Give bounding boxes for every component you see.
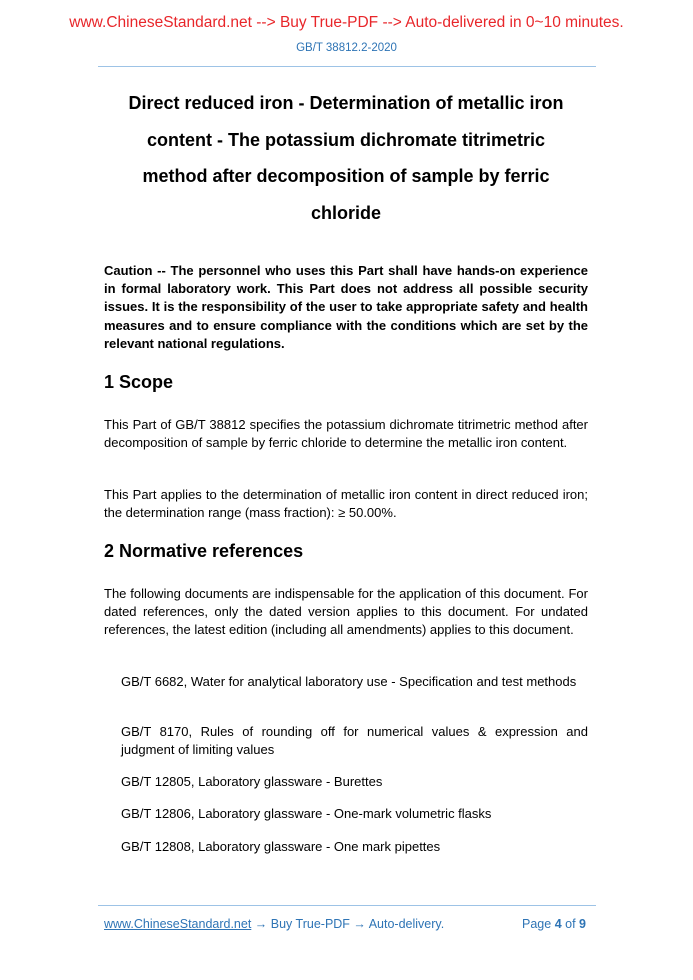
caution-paragraph: Caution -- The personnel who uses this Part shall have hands-on experience in formal laboratory work. This Part does not address all possible security issues. It is the responsibility of the user to take appropriate safety and health measures and to ensure compliance with the conditions which are set by the relevant national regulations.: [104, 263, 588, 351]
title-line-2: content - The potassium dichromate titrimetric: [146, 129, 546, 150]
footer: [104, 917, 586, 931]
banner-link[interactable]: www.ChineseStandard.net --> Buy True-PDF --> Auto-delivered in 0~10 minutes.: [69, 14, 624, 31]
page-of: of: [565, 917, 576, 931]
header-divider: [98, 66, 596, 67]
standard-code: GB/T 38812.2-2020: [296, 42, 397, 54]
page-label: Page: [522, 917, 552, 931]
reference-item: GB/T 12806, Laboratory glassware - One-mark volumetric flasks: [121, 806, 492, 821]
page-indicator: [522, 917, 586, 931]
scope-heading: 1 Scope: [104, 372, 174, 392]
page-total: 9: [579, 917, 586, 931]
footer-buy-text: → Buy True-PDF → Auto-delivery.: [251, 917, 445, 931]
document-title: [104, 85, 588, 231]
scope-paragraph-1: This Part of GB/T 38812 specifies the potassium dichromate titrimetric method after decomposition of sample by ferric chloride to determine the metallic iron content.: [104, 417, 588, 451]
top-banner[interactable]: [0, 14, 693, 32]
normative-intro-paragraph: The following documents are indispensable for the application of this document. For dated references, only the dated version applies to this document. For undated references, the latest edition (including all amendments) applies to this document.: [104, 586, 588, 638]
reference-item: GB/T 6682, Water for analytical laboratory use - Specification and test methods: [121, 674, 577, 689]
reference-item: GB/T 8170, Rules of rounding off for numerical values & expression and judgment of limiting values: [121, 724, 588, 758]
footer-website-link[interactable]: www.ChineseStandard.net: [104, 917, 252, 931]
reference-item: GB/T 12808, Laboratory glassware - One mark pipettes: [121, 839, 441, 854]
footer-divider: [98, 905, 596, 906]
normative-references-heading: 2 Normative references: [104, 541, 304, 561]
title-line-3: method after decomposition of sample by ferric: [142, 166, 550, 186]
scope-paragraph-2: This Part applies to the determination of metallic iron content in direct reduced iron; the determination range (mass fraction): ≥ 50.00%.: [104, 487, 588, 521]
page-current: 4: [554, 917, 562, 931]
title-line-4: chloride: [310, 202, 381, 223]
reference-item: GB/T 12805, Laboratory glassware - Burettes: [121, 774, 383, 789]
title-line-1: Direct reduced iron - Determination of metallic iron: [128, 93, 564, 113]
